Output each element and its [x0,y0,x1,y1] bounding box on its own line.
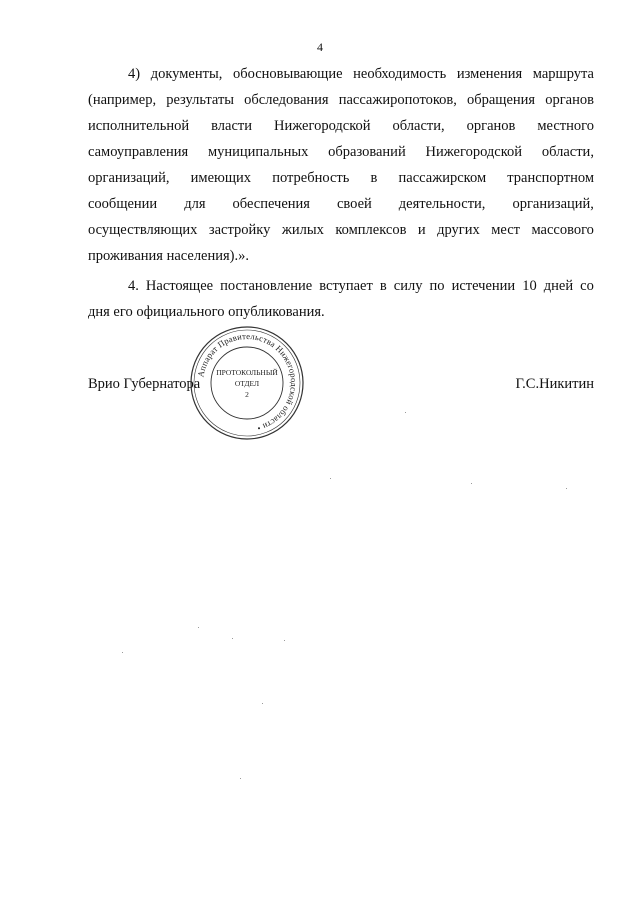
word: пассажирском [398,170,487,186]
word: исполнительной [88,118,190,134]
word: и [417,222,426,238]
word: местного [537,118,594,134]
seal-ring-text: Аппарат Правительства Нижегородской области • [195,330,300,434]
page-number: 4 [317,40,323,54]
scan-speck [405,412,406,413]
word: других [437,222,480,238]
word: мест [491,222,520,238]
scan-speck [284,640,285,641]
word: по [429,278,445,294]
word: области, [392,118,445,134]
word: Настоящее [145,278,214,294]
word: организаций, [88,170,170,186]
body-line [88,276,594,302]
seal-center [189,325,305,441]
word: комплексов [335,222,407,238]
body-line [88,142,594,168]
word: истечении [451,278,516,294]
word: образований [328,144,406,160]
word: застройку [208,222,271,238]
word: обосновывающие [232,66,343,82]
word: своей [336,196,372,212]
body-line [88,116,594,142]
word: массового [531,222,594,238]
word: обследования [244,92,329,108]
word: транспортном [507,170,594,186]
word: сообщении [88,196,158,212]
signatory-title: Врио Губернатора [88,376,201,392]
seal-center-line1: ПРОТОКОЛЬНЫЙ [216,367,278,377]
word: результаты [166,92,235,108]
word: дней [543,278,574,294]
document-body [88,64,594,328]
word: осуществляющих [88,222,198,238]
seal-center-number: 2 [245,389,249,399]
word: 4. [128,278,139,294]
word: организаций, [512,196,594,212]
word: вступает [319,278,373,294]
scan-speck [471,483,472,484]
scan-speck [566,488,567,489]
body-line [88,194,594,220]
word: 4) [128,66,141,82]
word: обращения [466,92,536,108]
word: силу [393,278,423,294]
word: (например, [88,92,157,108]
word: имеющих [190,170,252,186]
scan-speck [240,778,241,779]
official-seal-stamp [189,325,305,441]
word: органов [545,92,594,108]
word: муниципальных [207,144,309,160]
word: деятельности, [398,196,486,212]
word: обеспечения [232,196,310,212]
word: постановление [220,278,313,294]
word: необходимость [353,66,447,82]
word: власти [211,118,253,134]
scan-speck [198,627,199,628]
word: в [379,278,387,294]
word: маршрута [532,66,594,82]
word: области, [541,144,594,160]
body-line [88,64,594,90]
scan-speck [232,638,233,639]
word: в [370,170,378,186]
scan-speck [330,478,331,479]
signatory-name: Г.С.Никитин [515,376,594,392]
word: 10 [522,278,537,294]
word: самоуправления [88,144,189,160]
word: жилых [281,222,324,238]
scan-speck [122,652,123,653]
word: пассажиропотоков, [338,92,457,108]
word: органов [466,118,516,134]
body-line [88,90,594,116]
word: со [580,278,594,294]
word: Нижегородской [274,118,371,134]
scan-speck [262,703,263,704]
word: для [184,196,206,212]
word: Нижегородской [425,144,523,160]
seal-center-line2: ОТДЕЛ [234,378,260,388]
body-line: дня его официального опубликования. [88,304,325,320]
word: изменения [456,66,523,82]
body-line: проживания населения).». [88,248,250,264]
word: потребность [272,170,350,186]
word: документы, [150,66,223,82]
body-line [88,168,594,194]
body-line [88,220,594,246]
